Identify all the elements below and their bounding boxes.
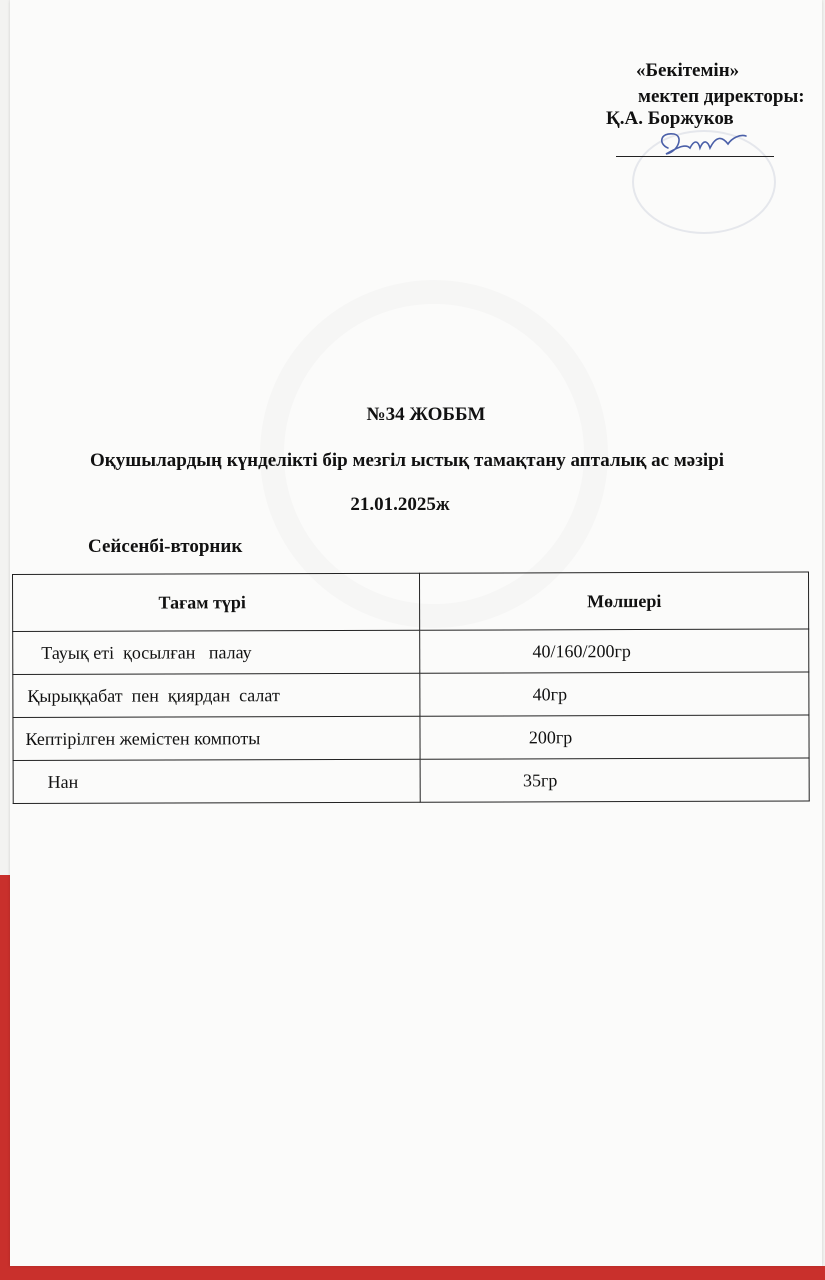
dish-amount: 200гр (420, 715, 809, 759)
dish-name: Тауық еті қосылған палау (13, 630, 420, 674)
approval-position: мектеп директоры: (638, 86, 805, 107)
menu-date: 21.01.2025ж (350, 494, 450, 515)
dish-amount: 40гр (420, 672, 809, 716)
dish-amount: 35гр (420, 758, 809, 802)
menu-day: Сейсенбі-вторник (88, 536, 243, 557)
table-row (13, 758, 809, 804)
dish-amount: 40/160/200гр (420, 629, 809, 673)
approval-title: «Бекітемін» (636, 60, 740, 81)
dish-name: Қырыққабат пен қиярдан салат (13, 673, 420, 717)
dish-name: Кептірілген жемістен компоты (13, 716, 420, 760)
table-header-row (13, 572, 809, 632)
table-row (13, 672, 809, 718)
director-signature (650, 126, 750, 160)
table-row (13, 629, 809, 675)
dish-name: Нан (13, 759, 420, 803)
school-title: №34 ЖОББМ (366, 404, 486, 425)
signature-line (616, 156, 774, 157)
approval-name: Қ.А. Боржуков (606, 108, 734, 129)
table-row (13, 715, 809, 761)
background-red-bottom (0, 1266, 825, 1280)
menu-subtitle: Оқушылардың күнделікті бір мезгіл ыстық тамақтану апталық ас мәзірі (90, 450, 724, 471)
menu-table (12, 571, 810, 804)
header-amount: Мөлшері (420, 572, 809, 630)
header-dish-type: Тағам түрі (13, 573, 420, 631)
